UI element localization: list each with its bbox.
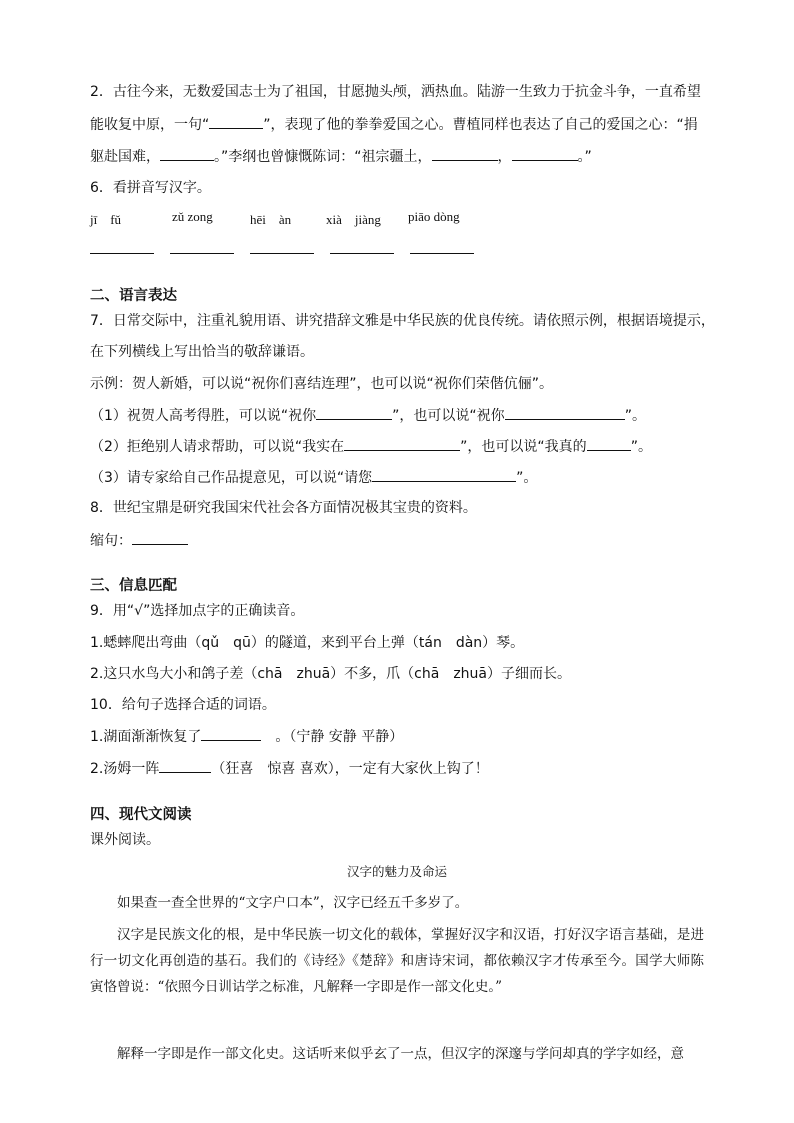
pinyin-2: zǔ zong [172, 209, 213, 224]
writing-line-1[interactable] [90, 253, 154, 254]
writing-line-4[interactable] [330, 253, 394, 254]
section-2-title: 二、语言表达 [90, 288, 177, 304]
q10-item-1-text-b: 。（宁静 安静 平静） [261, 729, 404, 745]
answer-blank[interactable] [132, 530, 188, 545]
q10-item-1 [90, 726, 403, 747]
q5-text-c: 躯赴国难， [90, 149, 160, 165]
q8-answer [90, 530, 188, 551]
article-paragraph-2: 汉字是民族文化的根，是中华民族一切文化的载体，掌握好汉字和汉语，打好汉字语言基础，是进行一切文化再创造的基石。我们的《诗经》《楚辞》和唐诗宋词，都依赖汉字才传承至今。国学大师陈寅恪曾说：“依照今日训诂学之标准，凡解释一字即是作一部文化史。” [90, 927, 704, 995]
q5-text-a: 能收复中原，一句“ [90, 117, 210, 133]
answer-blank[interactable] [344, 436, 460, 451]
answer-blank[interactable] [160, 146, 214, 161]
q8-label: 缩句： [90, 533, 132, 549]
reading-intro: 课外阅读。 [90, 832, 160, 848]
pinyin-3: hēi àn [250, 212, 292, 227]
section-3-title: 三、信息匹配 [90, 578, 177, 594]
q5-line1: 2．古往今来，无数爱国志士为了祖国，甘愿抛头颅，洒热血。陆游一生致力于抗金斗争，一直希望 [90, 84, 701, 100]
answer-blank[interactable] [201, 726, 261, 741]
answer-blank[interactable] [159, 758, 211, 773]
q10-item-2-text-a: 2.汤姆一阵 [90, 761, 160, 777]
article-paragraph-3: 解释一字即是作一部文化史。这话听来似乎玄了一点，但汉字的深邃与学问却真的学字如经，意 [117, 1046, 684, 1062]
q7-item-1-text-b: ”，也可以说“祝你 [392, 408, 505, 424]
answer-blank[interactable] [587, 436, 631, 451]
q7-line1: 7．日常交际中，注重礼貌用语、讲究措辞文雅是中华民族的优良传统。请依照示例，根据语境提示， [90, 313, 715, 329]
q7-item-2-text-c: ”。 [630, 439, 652, 455]
answer-blank[interactable] [512, 146, 578, 161]
q5-text-b: ”，表现了他的拳拳爱国之心。曹植同样也表达了自己的爱国之心：“捐 [263, 117, 698, 133]
q7-item-2 [90, 436, 652, 457]
q5-text-d: 。”李纲也曾慷慨陈词：“祖宗疆土， [214, 149, 432, 165]
q7-item-3-text-a: （3）请专家给自己作品提意见，可以说“请您 [90, 470, 373, 486]
q5-text-e: ， [497, 149, 512, 165]
section-4-title: 四、现代文阅读 [90, 807, 192, 823]
q10-item-2-text-b: （狂喜 惊喜 喜欢），一定有大家伙上钩了！ [211, 761, 489, 777]
q10-item-2 [90, 758, 489, 779]
article-paragraph-1: 如果查一查全世界的“文字户口本”，汉字已经五千多岁了。 [117, 895, 469, 911]
writing-line-5[interactable] [410, 253, 474, 254]
article-title: 汉字的魅力及命运 [346, 864, 447, 879]
q7-item-2-text-b: ”，也可以说“我真的 [460, 439, 587, 455]
pinyin-5: piāo dòng [408, 209, 460, 224]
answer-blank[interactable] [372, 467, 516, 482]
q10-prompt: 10．给句子选择合适的词语。 [90, 697, 276, 713]
writing-line-2[interactable] [170, 253, 234, 254]
q7-item-1-text-a: （1）祝贺人高考得胜，可以说“祝你 [90, 408, 317, 424]
q7-item-2-text-a: （2）拒绝别人请求帮助，可以说“我实在 [90, 439, 345, 455]
q10-item-1-text-a: 1.湖面渐渐恢复了 [90, 729, 202, 745]
q7-item-1-text-c: ”。 [624, 408, 646, 424]
q7-item-1 [90, 405, 646, 426]
q7-line2: 在下列横线上写出恰当的敬辞谦语。 [90, 344, 314, 360]
q9-item-2: 2.这只水鸟大小和鸽子差（chā zhuā）不多，爪（chā zhuā）子细而长。 [90, 666, 572, 682]
q6-prompt: 6．看拼音写汉字。 [90, 180, 211, 196]
q8-text: 8．世纪宝鼎是研究我国宋代社会各方面情况极其宝贵的资料。 [90, 500, 477, 516]
writing-line-3[interactable] [250, 253, 314, 254]
q5-line3 [90, 146, 592, 167]
answer-blank[interactable] [209, 114, 263, 129]
answer-blank[interactable] [505, 405, 625, 420]
answer-blank[interactable] [316, 405, 392, 420]
q7-example: 示例：贺人新婚，可以说“祝你们喜结连理”，也可以说“祝你们荣偕伉俪”。 [90, 376, 554, 392]
q9-prompt: 9．用“√”选择加点字的正确读音。 [90, 603, 305, 619]
pinyin-1: jī fǔ [90, 212, 122, 227]
q5-text-f: 。” [577, 149, 592, 165]
q9-item-1: 1.蟋蟀爬出弯曲（qǔ qū）的隧道，来到平台上弹（tán dàn）琴。 [90, 635, 525, 651]
answer-blank[interactable] [432, 146, 498, 161]
pinyin-4: xià jiàng [326, 212, 381, 227]
q5-line2 [90, 114, 698, 135]
q7-item-3-text-b: ”。 [516, 470, 538, 486]
q7-item-3 [90, 467, 537, 488]
